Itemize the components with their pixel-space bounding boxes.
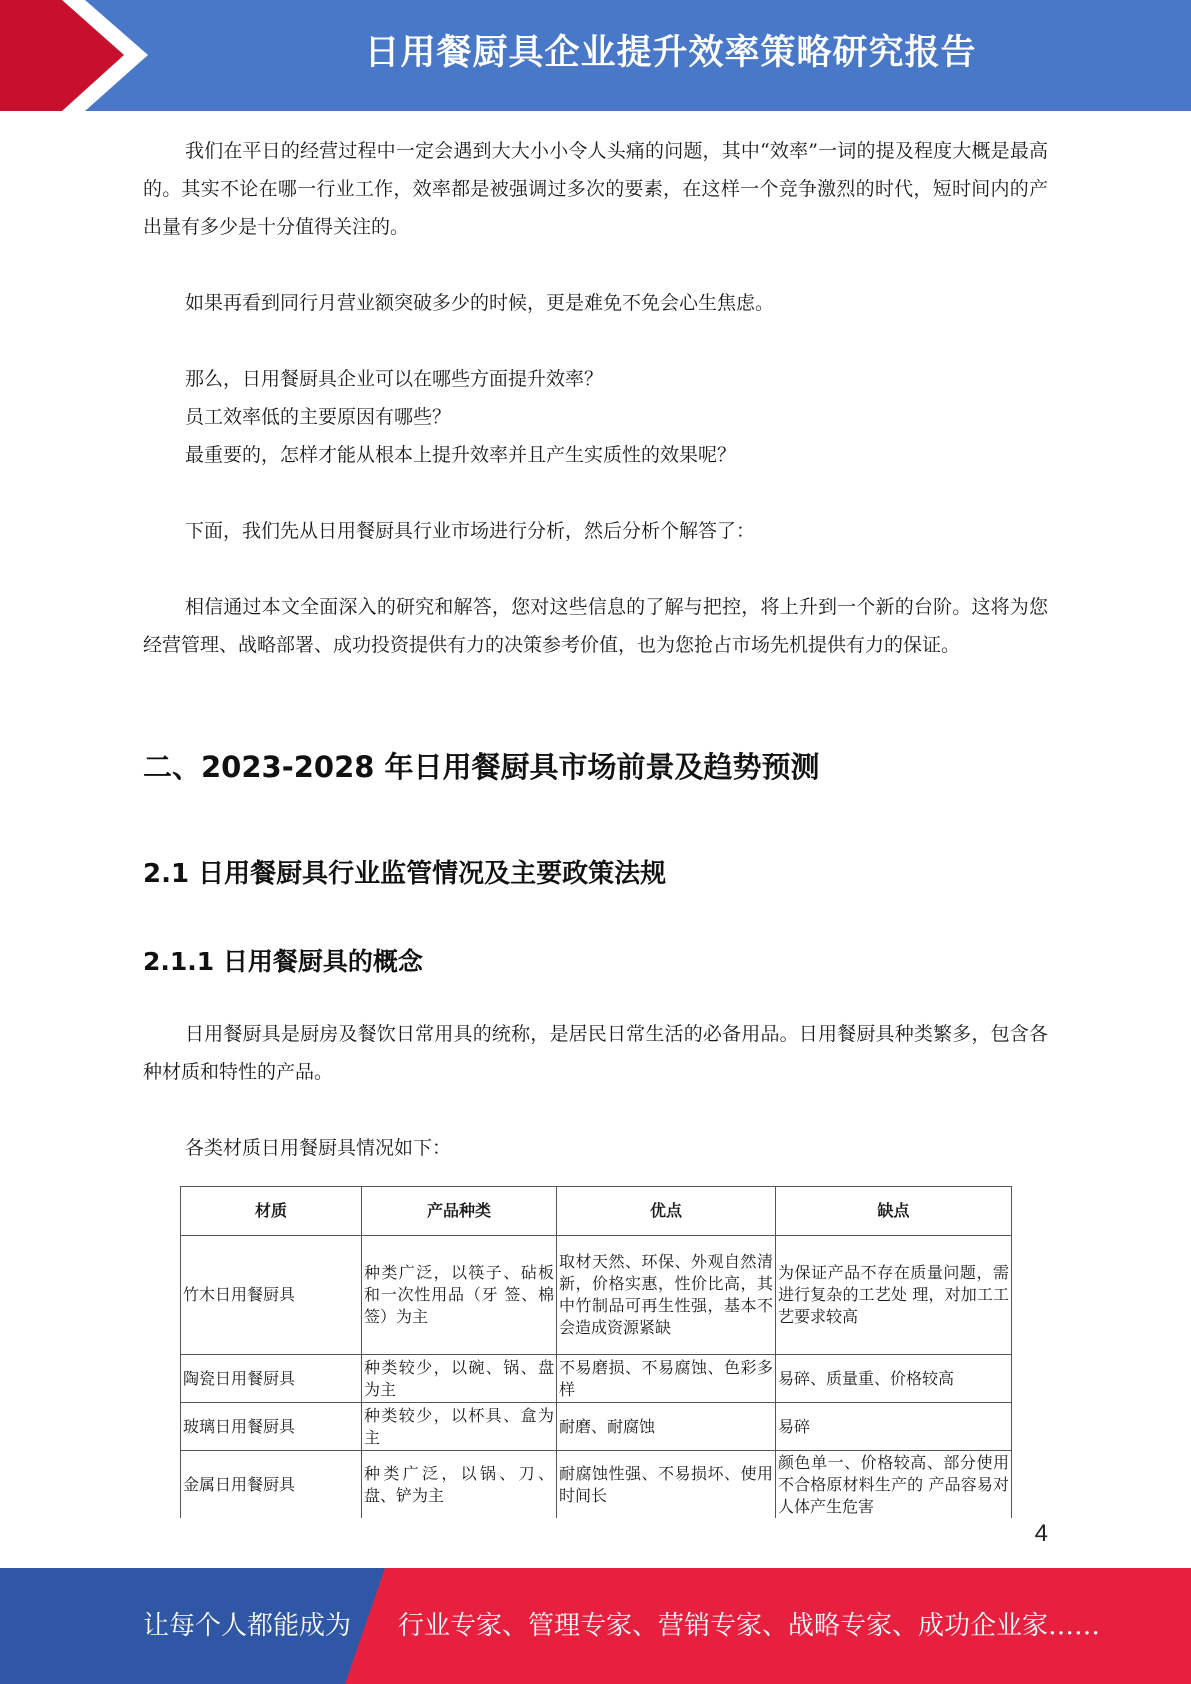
table-row <box>181 1403 1012 1451</box>
red-chevron-icon <box>0 0 160 111</box>
materials-table <box>180 1186 1012 1520</box>
table-intro: 各类材质日用餐厨具情况如下： <box>185 1137 452 1159</box>
footer-slogan-right: 行业专家、管理专家、营销专家、战略专家、成功企业家…… <box>398 1611 1101 1641</box>
question-2: 员工效率低的主要原因有哪些？ <box>185 406 452 428</box>
table-row <box>181 1451 1012 1520</box>
footer-slogan-left: 让每个人都能成为 <box>143 1611 352 1641</box>
subsubsection-heading: 2.1.1 日用餐厨具的概念 <box>143 947 423 976</box>
page-number: 4 <box>1034 1520 1048 1547</box>
intro-paragraph-3: 下面，我们先从日用餐厨具行业市场进行分析，然后分析个解答了： <box>185 520 756 542</box>
table-row <box>181 1355 1012 1403</box>
table-cell: 玻璃日用餐厨具 <box>181 1403 362 1451</box>
column-header: 产品种类 <box>362 1187 557 1236</box>
table-cell: 为保证产品不存在质量问题，需进行复杂的工艺处 理，对加工工艺要求较高 <box>776 1236 1012 1355</box>
table-row <box>181 1236 1012 1355</box>
footer-banner <box>0 1568 1191 1684</box>
table-cell: 不易磨损、不易腐蚀、色彩多样 <box>557 1355 776 1403</box>
intro-section <box>143 132 1048 664</box>
table-cell: 种类较少，以碗、锅、盘为主 <box>362 1355 557 1403</box>
intro-paragraph-1: 我们在平日的经营过程中一定会遇到大大小小令人头痛的问题，其中“效率”一词的提及程度大概是最高的。其实不论在哪一行业工作，效率都是被强调过多次的要素，在这样一个竞争激烈的时代，短时间内的产出量有多少是十分值得关注的。 <box>143 140 1048 238</box>
header-banner <box>0 0 1191 111</box>
column-header: 缺点 <box>776 1187 1012 1236</box>
table-cell: 颜色单一、价格较高、部分使用不合格原材料生产的 产品容易对人体产生危害 <box>776 1451 1012 1520</box>
table-header-row <box>181 1187 1012 1236</box>
intro-paragraph-2: 如果再看到同行月营业额突破多少的时候，更是难免不免会心生焦虑。 <box>185 292 775 314</box>
table-cell: 种类较少，以杯具、盒为主 <box>362 1403 557 1451</box>
table-cell: 耐腐蚀性强、不易损坏、使用时间长 <box>557 1451 776 1520</box>
table-cell: 种类广泛，以锅、刀、盘、铲为主 <box>362 1451 557 1520</box>
column-header: 材质 <box>181 1187 362 1236</box>
table-cell: 竹木日用餐厨具 <box>181 1236 362 1355</box>
table-cell: 金属日用餐厨具 <box>181 1451 362 1520</box>
concept-section <box>143 1015 1048 1167</box>
question-1: 那么，日用餐厨具企业可以在哪些方面提升效率？ <box>185 368 604 390</box>
table-cell: 取材天然、环保、外观自然清新，价格实惠，性价比高，其中竹制品可再生性强，基本不会造成资源紧缺 <box>557 1236 776 1355</box>
subsection-heading: 2.1 日用餐厨具行业监管情况及主要政策法规 <box>143 859 667 889</box>
question-3: 最重要的，怎样才能从根本上提升效率并且产生实质性的效果呢？ <box>185 444 737 466</box>
section-heading: 二、2023-2028 年日用餐厨具市场前景及趋势预测 <box>143 750 820 784</box>
concept-paragraph: 日用餐厨具是厨房及餐饮日常用具的统称，是居民日常生活的必备用品。日用餐厨具种类繁多，包含各种材质和特性的产品。 <box>143 1023 1048 1083</box>
table-cell: 耐磨、耐腐蚀 <box>557 1403 776 1451</box>
intro-paragraph-4: 相信通过本文全面深入的研究和解答，您对这些信息的了解与把控，将上升到一个新的台阶。这将为您经营管理、战略部署、成功投资提供有力的决策参考价值，也为您抢占市场先机提供有力的保证。 <box>143 596 1048 656</box>
table-cell: 种类广泛，以筷子、砧板和一次性用品（牙 签、棉签）为主 <box>362 1236 557 1355</box>
report-title: 日用餐厨具企业提升效率策略研究报告 <box>364 33 977 73</box>
table-cell: 易碎 <box>776 1403 1012 1451</box>
column-header: 优点 <box>557 1187 776 1236</box>
table-cell: 易碎、质量重、价格较高 <box>776 1355 1012 1403</box>
table-cell: 陶瓷日用餐厨具 <box>181 1355 362 1403</box>
